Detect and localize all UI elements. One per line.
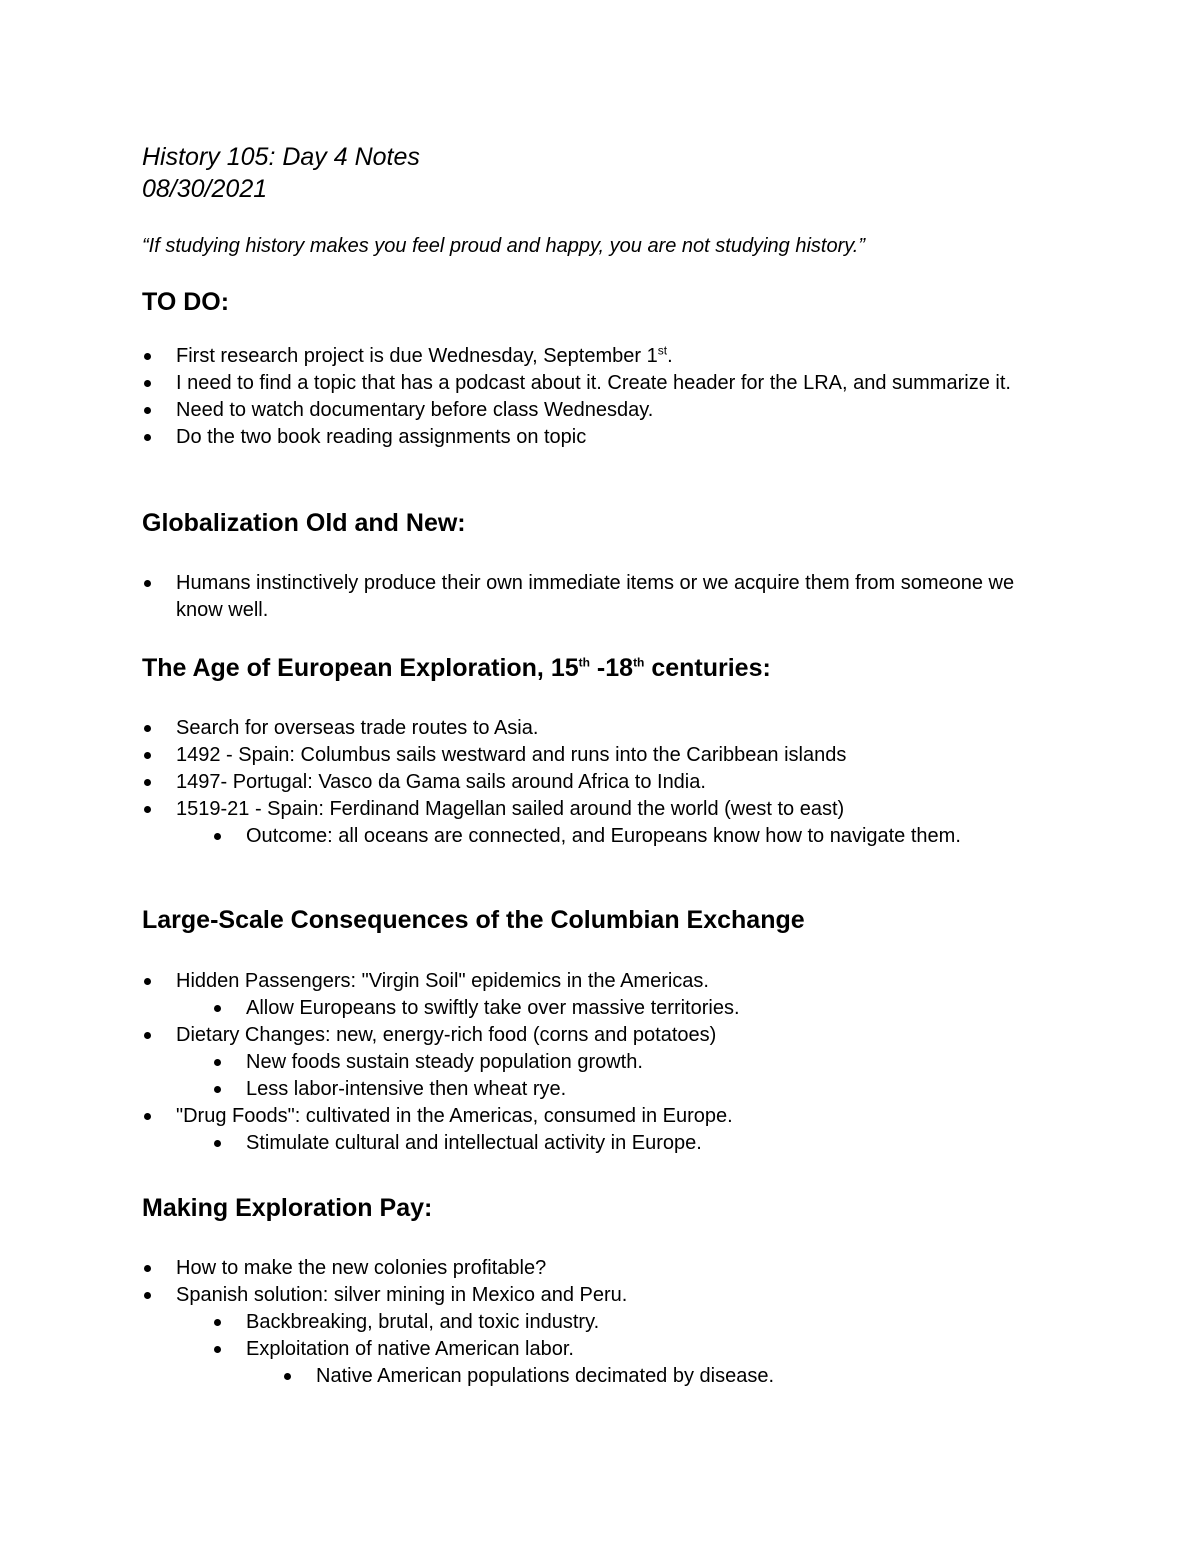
- todo-heading: TO DO:: [142, 288, 230, 316]
- consequences-list-block: [142, 968, 1042, 1157]
- exploration-heading: The Age of European Exploration, 15th -18th centuries:: [142, 654, 771, 682]
- todo-list: [142, 343, 1042, 451]
- list-item: Need to watch documentary before class Wednesday.: [142, 397, 1042, 424]
- list-item: Native American populations decimated by disease.: [142, 1363, 1042, 1390]
- bullet-icon: [144, 1292, 151, 1299]
- globalization-list-block: [142, 570, 1042, 624]
- globalization-section: [142, 508, 1042, 538]
- list-item: Dietary Changes: new, energy-rich food (corns and potatoes): [142, 1022, 1042, 1049]
- bullet-icon: [214, 1005, 221, 1012]
- todo-section: [142, 287, 1042, 317]
- bullet-icon: [144, 580, 151, 587]
- list-item: Search for overseas trade routes to Asia.: [142, 715, 1042, 742]
- making-pay-section: [142, 1193, 1042, 1223]
- consequences-heading: Large-Scale Consequences of the Columbian Exchange: [142, 906, 805, 934]
- globalization-heading: Globalization Old and New:: [142, 509, 466, 537]
- bullet-icon: [144, 725, 151, 732]
- bullet-icon: [214, 1319, 221, 1326]
- list-item: Backbreaking, brutal, and toxic industry.: [142, 1309, 1042, 1336]
- bullet-icon: [144, 1032, 151, 1039]
- list-item: Stimulate cultural and intellectual activity in Europe.: [142, 1130, 1042, 1157]
- list-item: Exploitation of native American labor.: [142, 1336, 1042, 1363]
- list-item: First research project is due Wednesday, September 1st.: [142, 343, 1042, 370]
- exploration-list-block: [142, 715, 1042, 850]
- bullet-icon: [144, 407, 151, 414]
- consequences-section: [142, 905, 1042, 935]
- page-date: 08/30/2021: [142, 175, 268, 203]
- list-item: 1497- Portugal: Vasco da Gama sails around Africa to India.: [142, 769, 1042, 796]
- list-item: Allow Europeans to swiftly take over massive territories.: [142, 995, 1042, 1022]
- exploration-list: [142, 715, 1042, 850]
- globalization-list: [142, 570, 1042, 624]
- making-pay-heading: Making Exploration Pay:: [142, 1194, 433, 1222]
- list-item: New foods sustain steady population growth.: [142, 1049, 1042, 1076]
- list-item: Hidden Passengers: "Virgin Soil" epidemics in the Americas.: [142, 968, 1042, 995]
- list-item: "Drug Foods": cultivated in the Americas, consumed in Europe.: [142, 1103, 1042, 1130]
- bullet-icon: [144, 353, 151, 360]
- making-pay-list: [142, 1255, 1042, 1390]
- list-item: Outcome: all oceans are connected, and Europeans know how to navigate them.: [142, 823, 1042, 850]
- list-item: Spanish solution: silver mining in Mexico and Peru.: [142, 1282, 1042, 1309]
- list-item: 1519-21 - Spain: Ferdinand Magellan sailed around the world (west to east): [142, 796, 1042, 823]
- exploration-section: [142, 653, 1042, 683]
- bullet-icon: [144, 434, 151, 441]
- bullet-icon: [214, 1086, 221, 1093]
- page-title: History 105: Day 4 Notes: [142, 143, 420, 171]
- bullet-icon: [214, 1059, 221, 1066]
- making-pay-list-block: [142, 1255, 1042, 1390]
- todo-list-block: [142, 343, 1042, 451]
- bullet-icon: [144, 1113, 151, 1120]
- title-block: [142, 141, 1042, 205]
- bullet-icon: [144, 752, 151, 759]
- list-item: How to make the new colonies profitable?: [142, 1255, 1042, 1282]
- bullet-icon: [144, 806, 151, 813]
- history-quote: “If studying history makes you feel proud and happy, you are not studying history.”: [142, 235, 865, 257]
- list-item: Less labor-intensive then wheat rye.: [142, 1076, 1042, 1103]
- bullet-icon: [144, 380, 151, 387]
- list-item: I need to find a topic that has a podcast about it. Create header for the LRA, and summarize it.: [142, 370, 1042, 397]
- list-item: 1492 - Spain: Columbus sails westward and runs into the Caribbean islands: [142, 742, 1042, 769]
- bullet-icon: [214, 833, 221, 840]
- bullet-icon: [284, 1373, 291, 1380]
- bullet-icon: [214, 1140, 221, 1147]
- list-item: Humans instinctively produce their own immediate items or we acquire them from someone we know well.: [142, 570, 1042, 624]
- bullet-icon: [144, 978, 151, 985]
- quote-block: [142, 234, 1042, 258]
- bullet-icon: [214, 1346, 221, 1353]
- consequences-list: [142, 968, 1042, 1157]
- bullet-icon: [144, 779, 151, 786]
- list-item: Do the two book reading assignments on topic: [142, 424, 1042, 451]
- bullet-icon: [144, 1265, 151, 1272]
